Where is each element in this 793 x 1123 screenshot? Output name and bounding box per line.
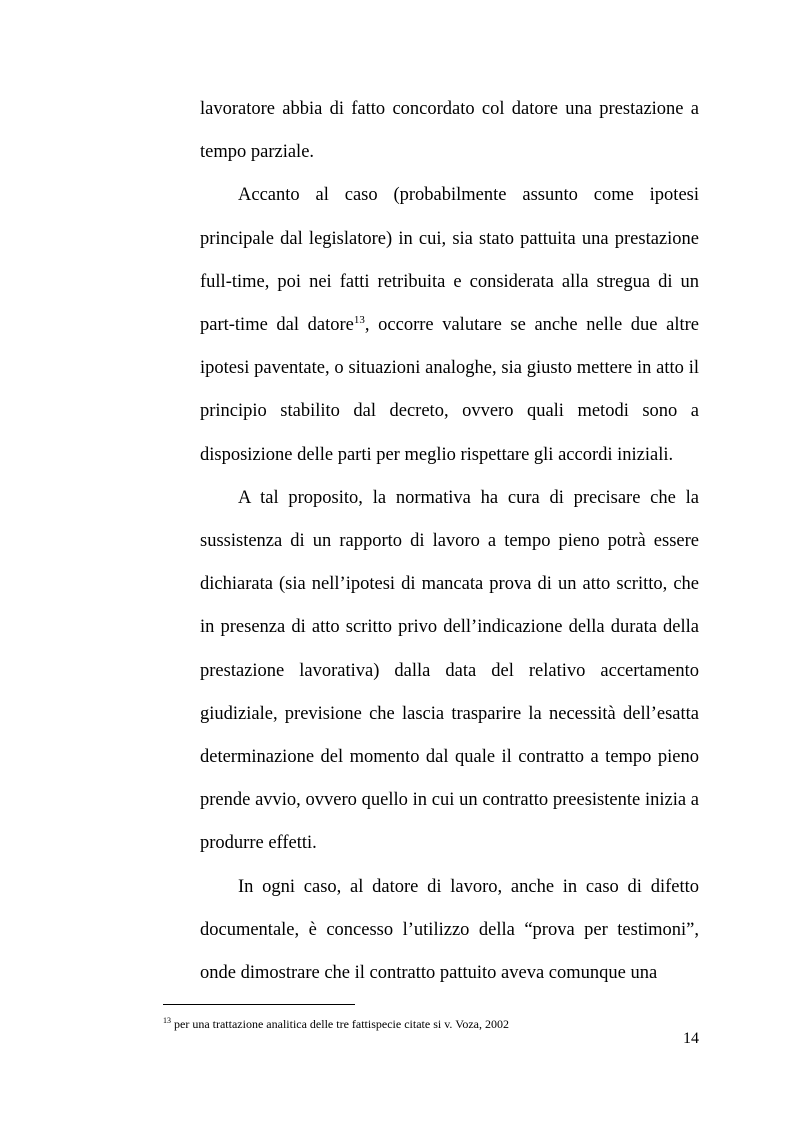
page-number: 14 [683, 1030, 699, 1047]
paragraph-1: lavoratore abbia di fatto concordato col datore una prestazione a tempo parziale. [200, 99, 699, 163]
paragraph-3: A tal proposito, la normativa ha cura di precisare che la sussistenza di un rapporto di lavoro a tempo pieno potrà essere dichiarata (sia nell’ipotesi di mancata prova di un atto scritto, che in presenza di atto scritto privo dell’indicazione della durata della prestazione lavorativa) dalla data del relativo accertamento giudiziale, previsione che lascia trasparire la necessità dell’esatta determinazione del momento dal quale il contratto a tempo pieno prende avvio, ovvero quello in cui un contratto preesistente inizia a produrre effetti. [200, 487, 699, 854]
footnote-separator [163, 1004, 355, 1005]
body-text [200, 88, 699, 995]
footnote [163, 1013, 703, 1032]
paragraph-4: In ogni caso, al datore di lavoro, anche in caso di difetto documentale, è concesso l’utilizzo della “prova per testimoni”, onde dimostrare che il contratto pattuito aveva comunque una [200, 876, 699, 984]
paragraph-2-text-before: Accanto al caso (probabilmente assunto come ipotesi principale dal legislatore) in cui, sia stato pattuita una prestazione full-time, poi nei fatti retribuita e considerata alla stregua di un part-time dal datore [200, 185, 699, 336]
footnote-number: 13 [163, 1016, 171, 1025]
footnote-reference: 13 [353, 313, 365, 326]
footnote-text: per una trattazione analitica delle tre fattispecie citate si v. Voza, 2002 [171, 1017, 509, 1031]
paragraph-2-text-after: , occorre valutare se anche nelle due altre ipotesi paventate, o situazioni analoghe, sia giusto mettere in atto il principio stabilito dal decreto, ovvero quali metodi sono a disposizione delle parti per meglio rispettare gli accordi iniziali. [200, 315, 699, 465]
paragraph-2 [200, 174, 699, 476]
